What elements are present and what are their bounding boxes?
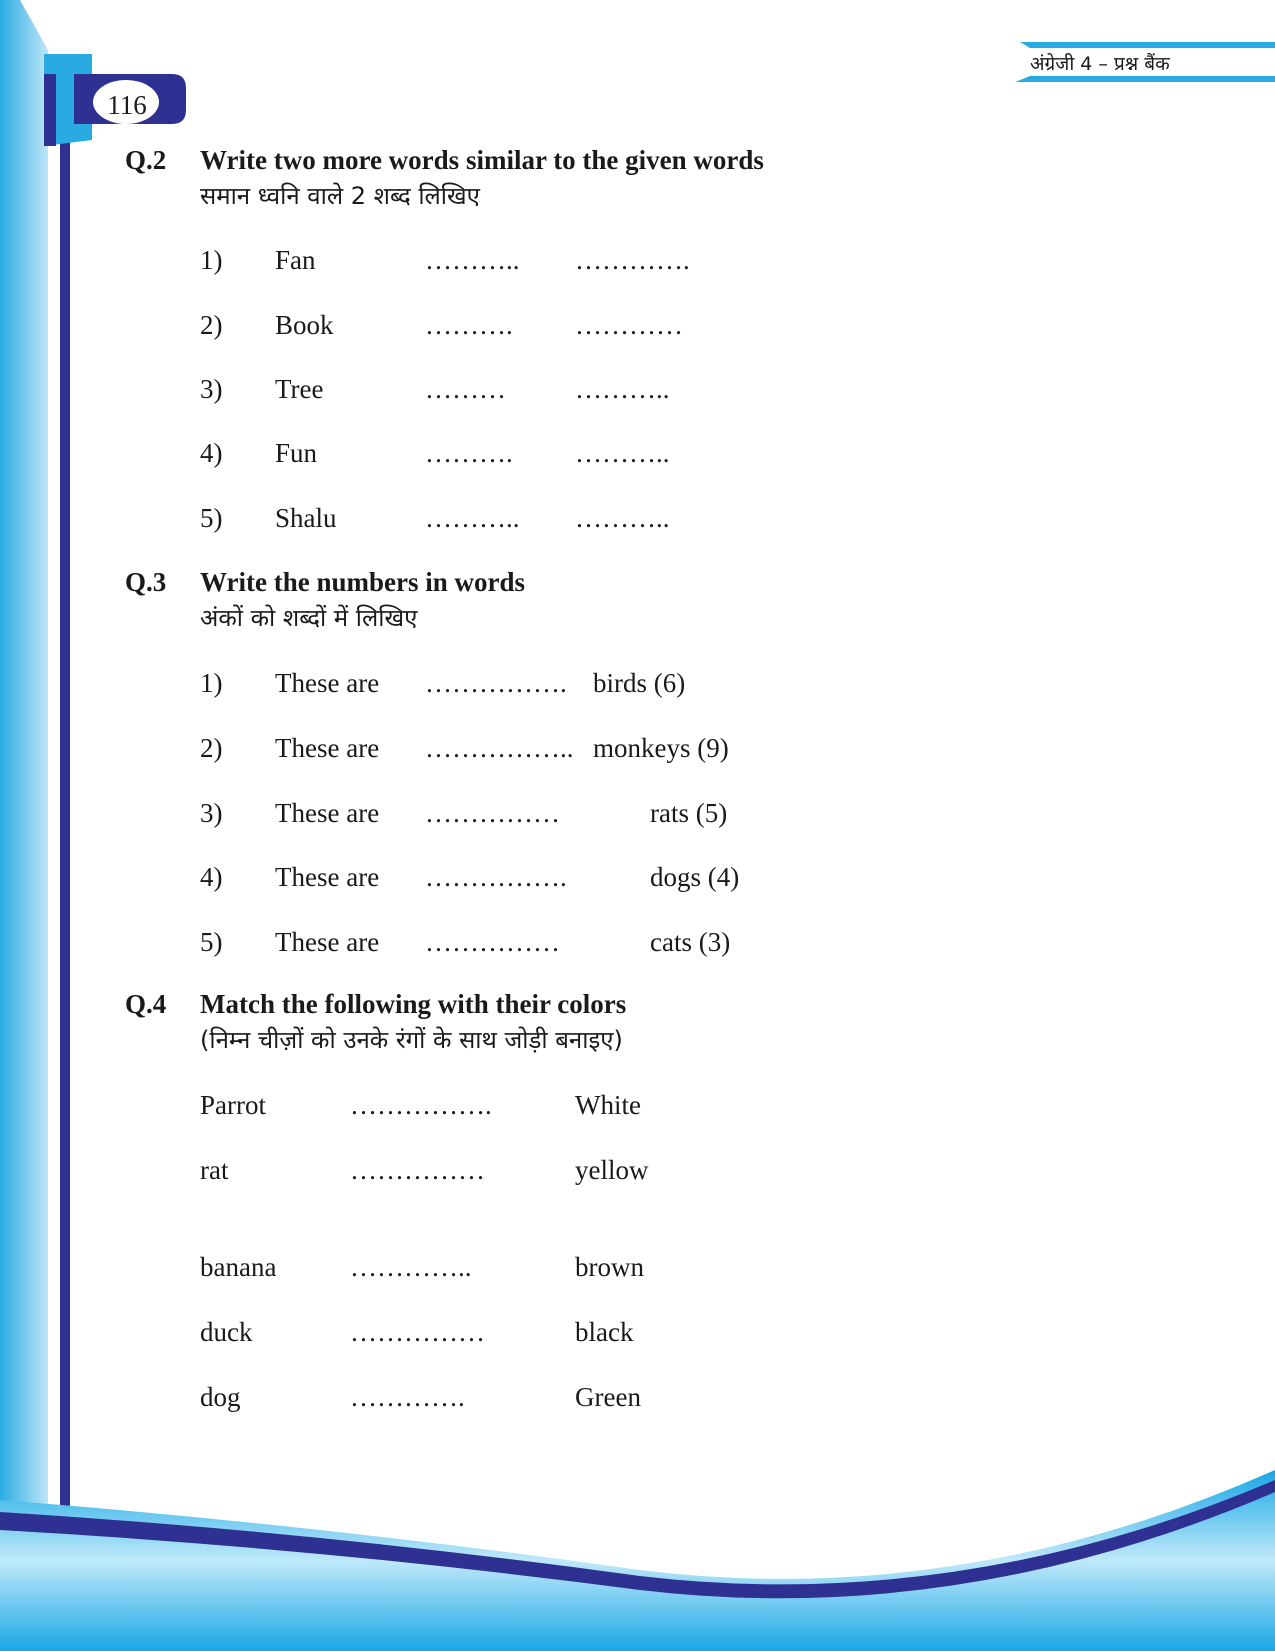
item-number: 5) <box>200 927 223 957</box>
answer-blank[interactable]: ……….. <box>425 503 520 533</box>
item-word: Tree <box>275 374 324 404</box>
item-number: 2) <box>200 733 223 763</box>
match-thing: rat <box>200 1155 229 1185</box>
answer-blank[interactable]: ………. <box>425 310 513 340</box>
item-lead: These are <box>275 927 380 957</box>
answer-blank[interactable]: …………… <box>350 1155 485 1185</box>
item-number: 1) <box>200 668 223 698</box>
item-tail: monkeys (9) <box>593 733 729 763</box>
question-label: Q.3 <box>125 567 167 597</box>
item-number: 4) <box>200 438 223 468</box>
answer-blank[interactable]: ………… <box>575 310 683 340</box>
answer-blank[interactable]: ……… <box>425 374 506 404</box>
question-label: Q.2 <box>125 145 167 175</box>
match-color: brown <box>575 1252 644 1282</box>
item-number: 4) <box>200 862 223 892</box>
match-color: White <box>575 1090 641 1120</box>
running-header: अंग्रेजी 4 – प्रश्न बैंक <box>1030 53 1170 75</box>
answer-blank[interactable]: ………….. <box>350 1252 472 1282</box>
item-lead: These are <box>275 668 380 698</box>
item-lead: These are <box>275 862 380 892</box>
item-tail: birds (6) <box>593 668 686 698</box>
item-number: 2) <box>200 310 223 340</box>
item-word: Fun <box>275 438 318 468</box>
answer-blank[interactable]: ………. <box>425 438 513 468</box>
answer-blank[interactable]: ……………. <box>425 862 567 892</box>
answer-blank[interactable]: ……………. <box>425 668 567 698</box>
item-lead: These are <box>275 733 380 763</box>
item-number: 3) <box>200 374 223 404</box>
answer-blank[interactable]: …………. <box>350 1382 465 1412</box>
page-number: 116 <box>107 90 147 120</box>
question-title: Write the numbers in words <box>200 567 526 597</box>
match-thing: banana <box>200 1252 277 1282</box>
answer-blank[interactable]: …………….. <box>425 733 574 763</box>
answer-blank[interactable]: …………… <box>350 1317 485 1347</box>
item-word: Book <box>275 310 334 340</box>
match-thing: Parrot <box>200 1090 266 1120</box>
question-title: Write two more words similar to the given words <box>200 145 764 175</box>
answer-blank[interactable]: ……………. <box>350 1090 492 1120</box>
item-tail: rats (5) <box>650 798 728 828</box>
match-color: Green <box>575 1382 641 1412</box>
answer-blank[interactable]: …………. <box>575 245 690 275</box>
item-number: 3) <box>200 798 223 828</box>
question-subtitle-hindi: अंकों को शब्दों में लिखिए <box>200 604 418 632</box>
item-tail: cats (3) <box>650 927 731 957</box>
item-number: 1) <box>200 245 223 275</box>
question-subtitle-hindi: समान ध्वनि वाले 2 शब्द लिखिए <box>200 182 480 210</box>
answer-blank[interactable]: ……….. <box>575 374 670 404</box>
item-word: Fan <box>275 245 316 275</box>
question-title: Match the following with their colors <box>200 989 627 1019</box>
match-thing: duck <box>200 1317 253 1347</box>
item-word: Shalu <box>275 503 337 533</box>
answer-blank[interactable]: …………… <box>425 927 560 957</box>
match-thing: dog <box>200 1382 241 1412</box>
answer-blank[interactable]: ……….. <box>425 245 520 275</box>
answer-blank[interactable]: ……….. <box>575 503 670 533</box>
match-color: black <box>575 1317 634 1347</box>
question-label: Q.4 <box>125 989 167 1019</box>
question-subtitle-hindi: (निम्न चीज़ों को उनके रंगों के साथ जोड़ी बनाइए) <box>200 1026 623 1054</box>
item-tail: dogs (4) <box>650 862 740 892</box>
match-color: yellow <box>575 1155 649 1185</box>
answer-blank[interactable]: …………… <box>425 798 560 828</box>
answer-blank[interactable]: ……….. <box>575 438 670 468</box>
item-number: 5) <box>200 503 223 533</box>
item-lead: These are <box>275 798 380 828</box>
